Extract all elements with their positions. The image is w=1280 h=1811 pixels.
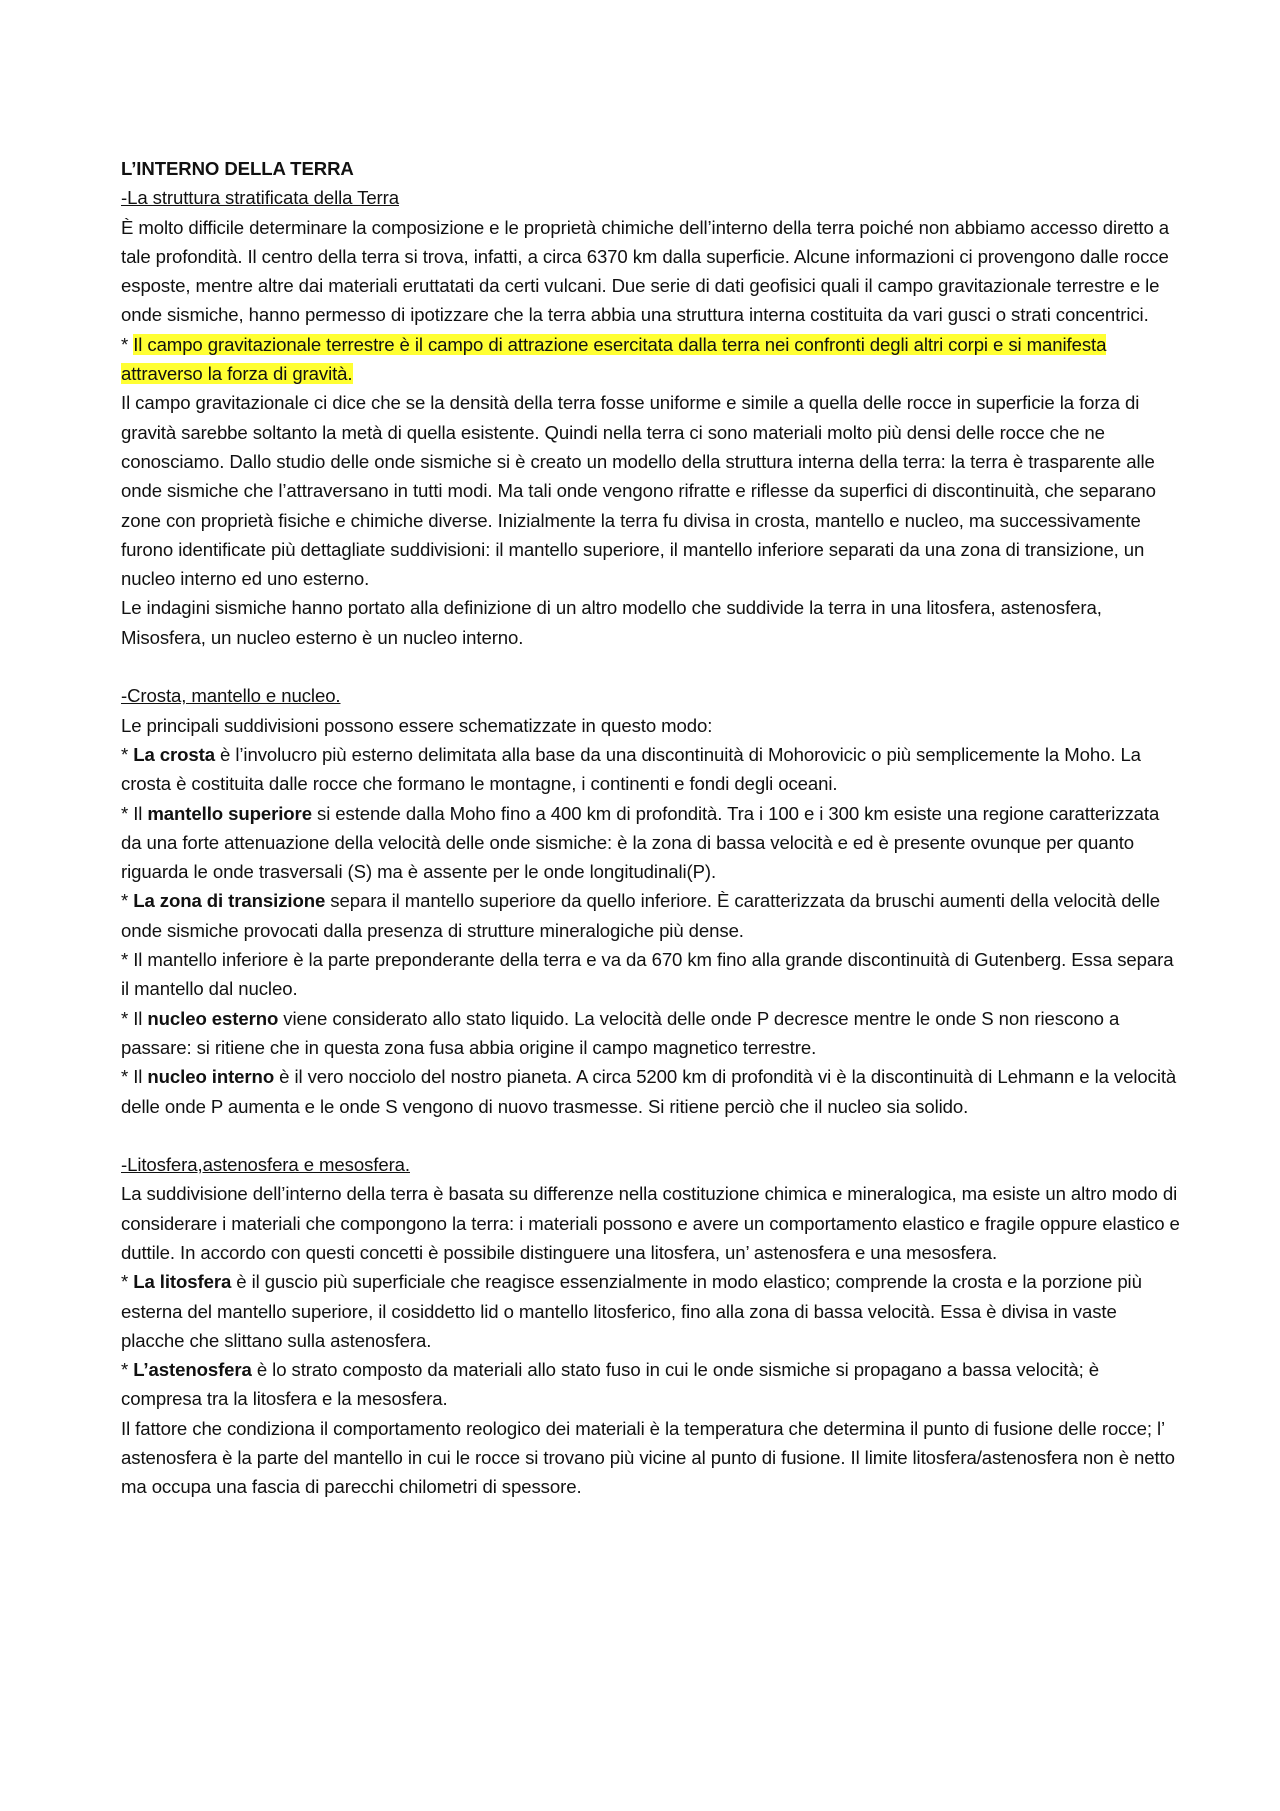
blank-line <box>121 652 1181 681</box>
term-inner-core: nucleo interno <box>147 1066 275 1088</box>
term-crust: La crosta <box>133 743 215 765</box>
list-item-lithosphere: * La litosfera è il guscio più superficiale che reagisce essenzialmente in modo elastico; comprende la crosta e la porzione più esterna del mantello superiore, il cosiddetto lid o mantello litosferico, fino alla zona di bassa velocità. Essa è divisa in vaste placche che slittano sulla astenosfera. <box>121 1271 1142 1351</box>
term-lithosphere: La litosfera <box>133 1271 232 1293</box>
highlighted-definition: Il campo gravitazionale terrestre è il campo di attrazione esercitata dalla terra nei confronti degli altri corpi e si manifesta attraverso la forza di gravità. <box>121 333 1107 385</box>
term-asthenosphere: L’astenosfera <box>133 1359 252 1381</box>
paragraph-seismic-model: Le indagini sismiche hanno portato alla definizione di un altro modello che suddivide la terra in una litosfera, astenosfera, Misosfera, un nucleo esterno è un nucleo interno. <box>121 597 1102 648</box>
document-title: L’INTERNO DELLA TERRA <box>121 158 354 179</box>
section-heading-layered-structure: -La struttura stratificata della Terra <box>121 187 399 209</box>
section-heading-lithosphere: -Litosfera,astenosfera e mesosfera. <box>121 1154 410 1176</box>
list-item-upper-mantle: * Il mantello superiore si estende dalla Moho fino a 400 km di profondità. Tra i 100 e i 300 km esiste una regione caratterizzata da una forte attenuazione della velocità delle onde sismiche: è la zona di bassa velocità e ed è presente ovunque per quanto riguarda le onde trasversali (S) ma è assente per le onde longitudinali(P). <box>121 802 1160 883</box>
paragraph-intro: È molto difficile determinare la composizione e le proprietà chimiche dell’interno della terra poiché non abbiamo accesso diretto a tale profondità. Il centro della terra si trova, infatti, a circa 6370 km dalla superficie. Alcune informazioni ci provengono dalle rocce esposte, mentre altre dai materiali eruttatati da certi vulcani. Due serie di dati geofisici quali il campo gravitazionale terrestre e le onde sismiche, hanno permesso di ipotizzare che la terra abbia una struttura interna costituita da vari gusci o strati concentrici. <box>121 216 1170 326</box>
document-page <box>121 154 1181 1502</box>
section-heading-crust-mantle-core: -Crosta, mantello e nucleo. <box>121 685 341 707</box>
paragraph-closing: Il fattore che condiziona il comportamento reologico dei materiali è la temperatura che determina il punto di fusione delle rocce; l’ astenosfera è la parte del mantello in cui le rocce si trovano più vicine al punto di fusione. Il limite litosfera/astenosfera non è netto ma occupa una fascia di parecchi chilometri di spessore. <box>121 1417 1175 1498</box>
list-item-lower-mantle: * Il mantello inferiore è la parte preponderante della terra e va da 670 km fino alla grande discontinuità di Gutenberg. Essa separa il mantello dal nucleo. <box>121 949 1174 1000</box>
paragraph-lithosphere-intro: La suddivisione dell’interno della terra è basata su differenze nella costituzione chimica e mineralogica, ma esiste un altro modo di considerare i materiali che compongono la terra: i materiali possono e avere un comportamento elastico e fragile oppure elastico e duttile. In accordo con questi concetti è possibile distinguere una litosfera, un’ astenosfera e una mesosfera. <box>121 1183 1180 1263</box>
paragraph-subdivisions-intro: Le principali suddivisioni possono essere schematizzate in questo modo: <box>121 714 713 736</box>
list-item-crust: * La crosta è l’involucro più esterno delimitata alla base da una discontinuità di Mohorovicic o più semplicemente la Moho. La crosta è costituita dalle rocce che formano le montagne, i continenti e fondi degli oceani. <box>121 743 1141 795</box>
paragraph-gravity-definition <box>121 330 1181 389</box>
list-item-inner-core: * Il nucleo interno è il vero nocciolo del nostro pianeta. A circa 5200 km di profondità vi è la discontinuità di Lehmann e la velocità delle onde P aumenta e le onde S vengono di nuovo trasmesse. Si ritiene perciò che il nucleo sia solido. <box>121 1066 1177 1117</box>
blank-line <box>121 1121 1181 1150</box>
term-upper-mantle: mantello superiore <box>147 802 312 824</box>
paragraph-gravity-explanation: Il campo gravitazionale ci dice che se la densità della terra fosse uniforme e simile a quella delle rocce in superficie la forza di gravità sarebbe soltanto la metà di quella esistente. Quindi nella terra ci sono materiali molto più densi delle rocce che ne conosciamo. Dallo studio delle onde sismiche si è creato un modello della struttura interna della terra: la terra è trasparente alle onde sismiche che l’attraversano in tutti modi. Ma tali onde vengono rifratte e riflesse da superfici di discontinuità, che separano zone con proprietà fisiche e chimiche diverse. Inizialmente la terra fu divisa in crosta, mantello e nucleo, ma successivamente furono identificate più dettagliate suddivisioni: il mantello superiore, il mantello inferiore separati da una zona di transizione, un nucleo interno ed uno esterno. <box>121 392 1156 590</box>
list-item-outer-core: * Il nucleo esterno viene considerato allo stato liquido. La velocità delle onde P decresce mentre le onde S non riescono a passare: si ritiene che in questa zona fusa abbia origine il campo magnetico terrestre. <box>121 1007 1120 1058</box>
list-item-transition-zone: * La zona di transizione separa il mantello superiore da quello inferiore. È caratterizzata da bruschi aumenti della velocità delle onde sismiche provocati dalla presenza di strutture mineralogiche più dense. <box>121 890 1160 941</box>
term-transition-zone: La zona di transizione <box>133 890 326 912</box>
term-outer-core: nucleo esterno <box>147 1007 279 1029</box>
bullet-prefix: * <box>121 333 134 355</box>
list-item-asthenosphere: * L’astenosfera è lo strato composto da materiali allo stato fuso in cui le onde sismiche si propagano a bassa velocità; è compresa tra la litosfera e la mesosfera. <box>121 1359 1099 1410</box>
